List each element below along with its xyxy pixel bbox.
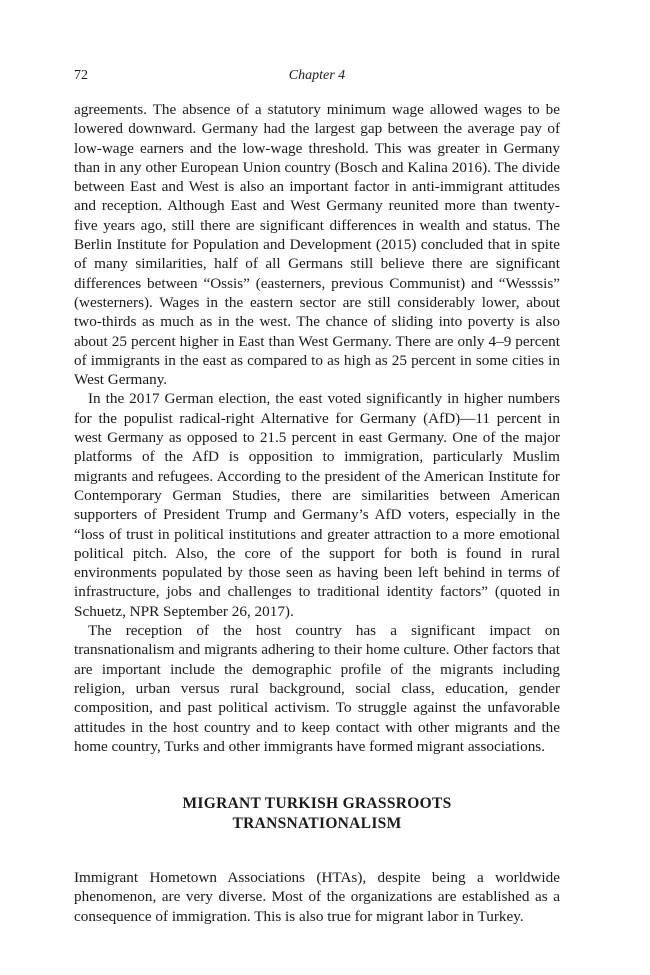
paragraph: The reception of the host country has a significant impact on transnationalism and migrants adhering to their home culture. Other factors that are important include the demographic profile of the migrants including religion, urban versus rural background, social class, education, gender composition, and past political activism. To struggle against the unfavorable attitudes in the host country and to keep contact with other migrants and the home country, Turks and other immigrants have formed migrant associations. (74, 622, 560, 755)
running-head: Chapter 4 (288, 68, 346, 83)
section-heading-line: MIGRANT TURKISH GRASSROOTS (182, 795, 452, 813)
paragraph: Immigrant Hometown Associations (HTAs), despite being a worldwide phenomenon, are very diverse. Most of the organizations are established as a consequence of immigration. This is also true for migrant labor in Turkey. (74, 869, 560, 925)
page-number: 72 (74, 68, 88, 83)
paragraph: agreements. The absence of a statutory minimum wage allowed wages to be lowered downward. Germany had the largest gap between the average pay of low-wage earners and the low-wage threshold. This was greater in Germany than in any other European Union country (Bosch and Kalina 2016). The divide between East and West is also an important factor in anti-immigrant attitudes and reception. Although East and West Germany reunited more than twenty-five years ago, still there are significant differences in wealth and status. The Berlin Institute for Population and Development (2015) concluded that in spite of many similarities, half of all Germans still believe there are significant differences between “Ossis” (easterners, previous Communist) and “Wesssis” (westerners). Wages in the eastern sector are still considerably lower, about two-thirds as much as in the west. The chance of sliding into poverty is also about 25 percent higher in East than West Germany. There are only 4–9 percent of immigrants in the east as compared to as high as 25 percent in some cities in West Germany. (74, 101, 560, 389)
body-text (74, 100, 560, 926)
section-heading-line: TRANSNATIONALISM (232, 814, 402, 832)
paragraph: In the 2017 German election, the east voted significantly in higher numbers for the populist radical-right Alternative for Germany (AfD)—11 percent in west Germany as opposed to 21.5 percent in east Germany. One of the major platforms of the AfD is opposition to immigration, particularly Muslim migrants and refugees. According to the president of the American Institute for Contemporary German Studies, there are similarities between American supporters of President Trump and Germany’s AfD voters, especially in the “loss of trust in political institutions and greater attraction to a more emotional political pitch. Also, the core of the support for both is found in rural environments populated by those seen as having been left behind in terms of infrastructure, jobs and challenges to traditional identity factors” (quoted in Schuetz, NPR September 26, 2017). (74, 390, 560, 620)
section-heading (74, 794, 560, 833)
page-header (74, 68, 560, 88)
